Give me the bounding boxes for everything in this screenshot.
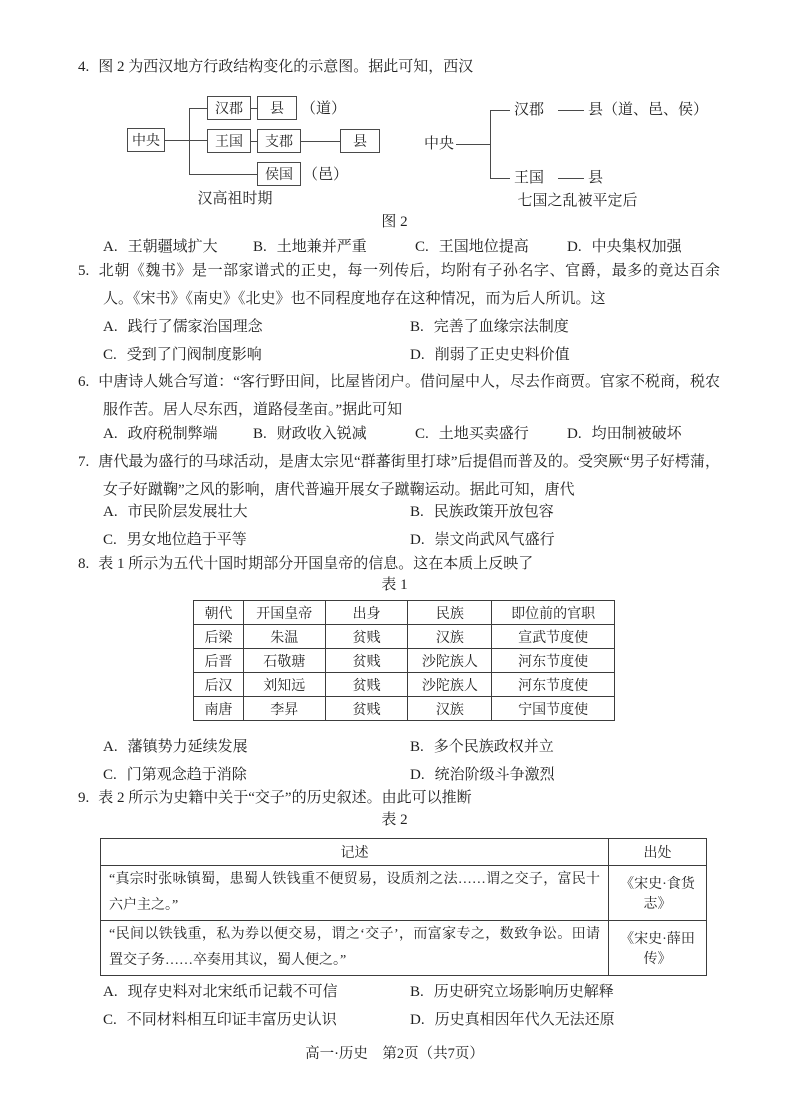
question-5-number: 5. (78, 263, 90, 279)
table-1 (193, 600, 615, 721)
connector-line (301, 141, 340, 142)
option-8b: B. 多个民族政权并立 (410, 739, 554, 755)
node-hanjun-right: 汉郡 (514, 102, 545, 118)
question-7-number: 7. (78, 454, 90, 470)
node-zhijun: 支郡 (257, 129, 301, 153)
question-4-number: 4. (78, 59, 90, 75)
option-6b: B. 财政收入锐减 (253, 426, 367, 442)
figure-2-caption: 图 2 (381, 214, 408, 230)
table-cell: 汉族 (408, 625, 492, 649)
option-7a: A. 市民阶层发展壮大 (103, 504, 248, 520)
table-cell: 河东节度使 (492, 673, 615, 697)
table-row (194, 673, 615, 697)
node-zhongyang-left: 中央 (127, 128, 165, 152)
question-4-stem (78, 53, 720, 81)
table-cell: 河东节度使 (492, 649, 615, 673)
node-houguo: 侯国 (257, 162, 301, 186)
table-cell: 汉族 (408, 697, 492, 721)
label-dao: （道） (301, 101, 347, 117)
question-6-number: 6. (78, 374, 90, 390)
table-cell: 贫贱 (325, 697, 408, 721)
caption-seven-states: 七国之乱被平定后 (517, 193, 638, 209)
table-row (101, 921, 707, 976)
connector-line (558, 178, 584, 179)
option-6c: C. 土地买卖盛行 (415, 426, 529, 442)
table-cell-source: 《宋史·食货志》 (609, 866, 707, 921)
table-cell: 石敬瑭 (243, 649, 325, 673)
table-1-header: 朝代 (194, 601, 244, 625)
table-cell: 宁国节度使 (492, 697, 615, 721)
connector-line (189, 108, 190, 174)
table-cell: 贫贱 (325, 649, 408, 673)
connector-line (165, 140, 207, 141)
question-5-options (103, 313, 743, 369)
option-7d: D. 崇文尚武风气盛行 (410, 532, 555, 548)
table-2 (100, 838, 707, 976)
option-4a: A. 王朝疆域扩大 (103, 239, 218, 255)
option-5b: B. 完善了血缘宗法制度 (410, 319, 569, 335)
connector-line (490, 110, 491, 178)
table-1-header: 民族 (408, 601, 492, 625)
table-cell: 后晋 (194, 649, 244, 673)
node-hanjun-left: 汉郡 (207, 96, 251, 120)
table-cell: 刘知远 (243, 673, 325, 697)
table-cell: 南唐 (194, 697, 244, 721)
question-9-options (103, 978, 743, 1034)
table-2-caption: 表 2 (381, 812, 408, 828)
question-8-number: 8. (78, 556, 90, 572)
question-8-text: 表 1 所示为五代十国时期部分开国皇帝的信息。这在本质上反映了 (98, 556, 534, 572)
question-7-text: 唐代最为盛行的马球活动，是唐太宗见“群蕃街里打球”后提倡而普及的。受突厥“男子好樗蒲，女子好蹴鞠”之风的影响，唐代普遍开展女子蹴鞠运动。据此可知，唐代 (98, 454, 720, 498)
caption-han-gaozu: 汉高祖时期 (197, 191, 273, 207)
node-wangguo-left: 王国 (207, 129, 251, 153)
option-9a: A. 现存史料对北宋纸币记载不可信 (103, 984, 338, 1000)
question-6-text: 中唐诗人姚合写道：“客行野田间，比屋皆闭户。借问屋中人，尽去作商贾。官家不税商，税农服作苦。居人尽东西，道路侵垄亩。”据此可知 (98, 374, 720, 418)
table-cell: 贫贱 (325, 673, 408, 697)
option-5a: A. 践行了儒家治国理念 (103, 319, 263, 335)
question-9-text: 表 2 所示为史籍中关于“交子”的历史叙述。由此可以推断 (98, 790, 472, 806)
option-4d: D. 中央集权加强 (567, 239, 682, 255)
question-9-number: 9. (78, 790, 90, 806)
table-cell-record: “真宗时张咏镇蜀，患蜀人铁钱重不便贸易，设质剂之法……谓之交子，富民十六户主之。” (101, 866, 609, 921)
node-wangguo-right: 王国 (514, 170, 545, 186)
question-8-options (103, 733, 743, 789)
node-zhongyang-right: 中央 (424, 136, 455, 152)
connector-line (456, 144, 490, 145)
option-6d: D. 均田制被破坏 (567, 426, 682, 442)
table-row (194, 697, 615, 721)
node-xian-right-row1: 县（道、邑、侯） (588, 102, 709, 118)
table-cell: 后梁 (194, 625, 244, 649)
option-7b: B. 民族政策开放包容 (410, 504, 554, 520)
question-6-stem (78, 368, 720, 424)
connector-line (490, 178, 510, 179)
node-xian-row1: 县 (257, 96, 297, 120)
option-8d: D. 统治阶级斗争激烈 (410, 767, 555, 783)
table-1-header-row (194, 601, 615, 625)
option-6a: A. 政府税制弊端 (103, 426, 218, 442)
question-6-options (103, 420, 743, 448)
question-7-stem (78, 448, 720, 504)
option-9c: C. 不同材料相互印证丰富历史认识 (103, 1012, 337, 1028)
page-footer: 高一·历史 第2页（共7页） (305, 1046, 484, 1062)
option-9d: D. 历史真相因年代久无法还原 (410, 1012, 615, 1028)
question-7-options (103, 498, 743, 554)
table-cell-source: 《宋史·薛田传》 (609, 921, 707, 976)
table-row (194, 649, 615, 673)
table-cell: 李昇 (243, 697, 325, 721)
table-cell: 朱温 (243, 625, 325, 649)
table-cell: 后汉 (194, 673, 244, 697)
option-7c: C. 男女地位趋于平等 (103, 532, 247, 548)
question-4-text: 图 2 为西汉地方行政结构变化的示意图。据此可知，西汉 (98, 59, 474, 75)
option-4c: C. 王国地位提高 (415, 239, 529, 255)
table-row (194, 625, 615, 649)
node-xian-row2: 县 (340, 129, 380, 153)
option-5d: D. 削弱了正史史料价值 (410, 347, 570, 363)
table-row (101, 866, 707, 921)
option-8a: A. 藩镇势力延续发展 (103, 739, 248, 755)
table-2-header: 记述 (101, 839, 609, 866)
table-2-header: 出处 (609, 839, 707, 866)
question-5-stem (78, 257, 720, 313)
option-8c: C. 门第观念趋于消除 (103, 767, 247, 783)
table-1-header: 出身 (325, 601, 408, 625)
figure-2-diagram (0, 90, 789, 215)
connector-line (189, 174, 257, 175)
question-5-text: 北朝《魏书》是一部家谱式的正史，每一列传后，均附有子孙名字、官爵，最多的竟达百余人。《宋书》《南史》《北史》也不同程度地存在这种情况，而为后人所讥。这 (98, 263, 720, 307)
table-1-header: 即位前的官职 (492, 601, 615, 625)
table-cell: 贫贱 (325, 625, 408, 649)
table-cell: 沙陀族人 (408, 649, 492, 673)
table-cell: 沙陀族人 (408, 673, 492, 697)
option-4b: B. 土地兼并严重 (253, 239, 367, 255)
node-xian-right-row2: 县 (588, 170, 604, 186)
connector-line (490, 110, 510, 111)
table-cell: 宣武节度使 (492, 625, 615, 649)
option-5c: C. 受到了门阀制度影响 (103, 347, 262, 363)
table-cell-record: “民间以铁钱重，私为券以便交易，谓之‘交子’，而富家专之，数致争讼。田请置交子务……卒奏用其议，蜀人便之。” (101, 921, 609, 976)
connector-line (189, 108, 207, 109)
table-1-header: 开国皇帝 (243, 601, 325, 625)
connector-line (558, 110, 584, 111)
table-1-caption: 表 1 (381, 577, 408, 593)
table-2-header-row (101, 839, 707, 866)
option-9b: B. 历史研究立场影响历史解释 (410, 984, 614, 1000)
label-yi: （邑） (303, 167, 349, 183)
